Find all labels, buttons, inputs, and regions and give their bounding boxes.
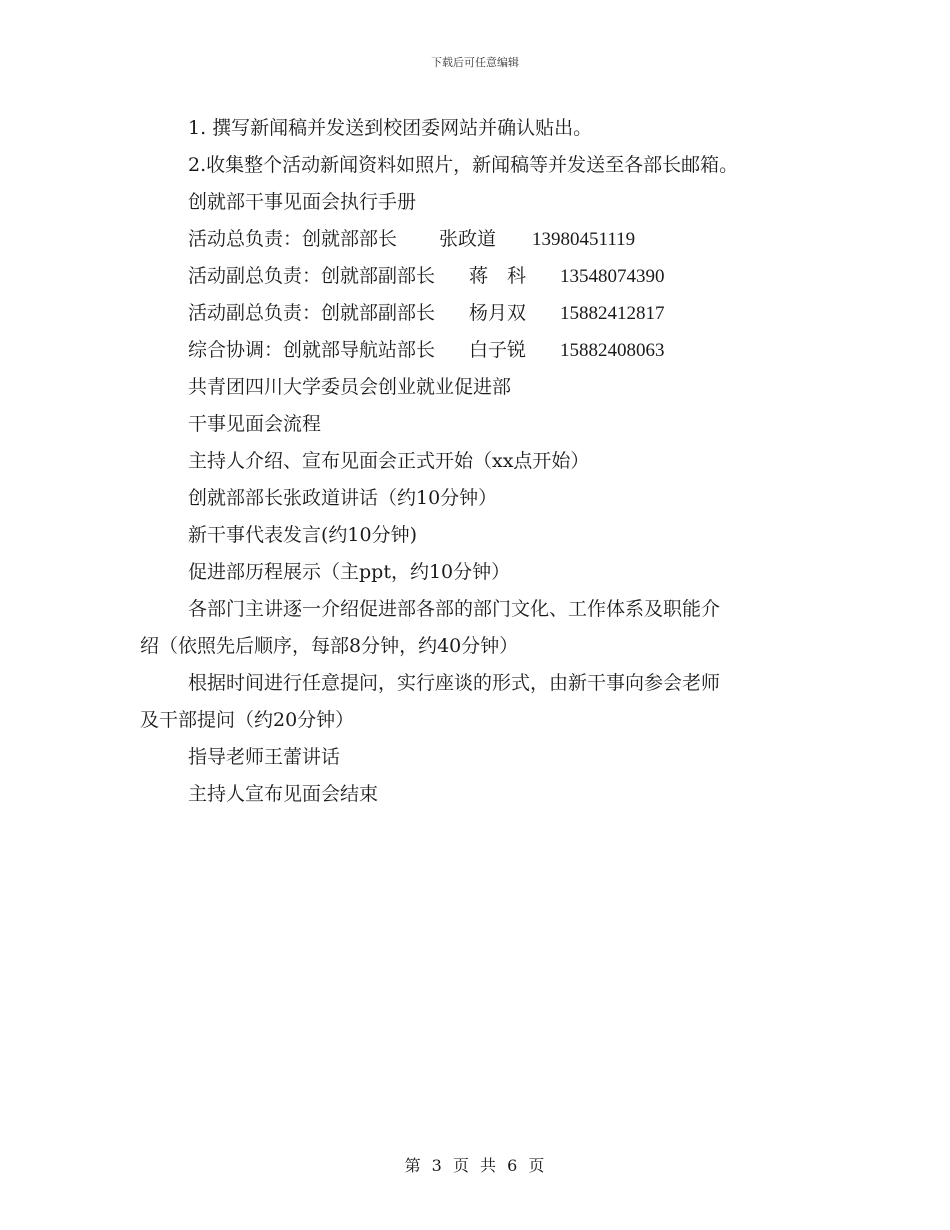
process-step-continued: 绍（依照先后顺序，每部8分钟，约40分钟） bbox=[140, 635, 519, 657]
page-number: 第 3 页 共 6 页 bbox=[404, 1156, 546, 1175]
contact-row bbox=[140, 221, 820, 258]
contact-name: 蒋 科 bbox=[469, 265, 527, 287]
contact-phone: 13548074390 bbox=[560, 266, 665, 287]
contact-phone: 15882408063 bbox=[560, 340, 665, 361]
contact-name: 白子锐 bbox=[469, 339, 527, 361]
contact-phone: 15882412817 bbox=[560, 303, 665, 324]
contact-role: 活动总负责：创就部部长 bbox=[188, 228, 398, 250]
contact-row bbox=[140, 295, 820, 332]
process-step: 主持人宣布见面会结束 bbox=[188, 783, 379, 805]
contact-row bbox=[140, 332, 820, 369]
paragraph-news-publish: 1. 撰写新闻稿并发送到校团委网站并确认贴出。 bbox=[188, 117, 593, 139]
contact-role: 活动副总负责：创就部副部长 bbox=[188, 265, 436, 287]
process-step: 指导老师王蕾讲话 bbox=[188, 746, 341, 768]
contact-role: 活动副总负责：创就部副部长 bbox=[188, 302, 436, 324]
contact-role: 综合协调：创就部导航站部长 bbox=[188, 339, 436, 361]
process-step: 创就部部长张政道讲话（约10分钟） bbox=[188, 487, 498, 509]
process-step: 新干事代表发言(约10分钟) bbox=[188, 524, 418, 546]
organization-name: 共青团四川大学委员会创业就业促进部 bbox=[188, 376, 512, 398]
page-header: 下载后可任意编辑 bbox=[431, 56, 519, 69]
contact-row bbox=[140, 258, 820, 295]
section-title-process: 干事见面会流程 bbox=[188, 413, 322, 435]
process-step: 主持人介绍、宣布见面会正式开始（xx点开始） bbox=[188, 450, 590, 472]
process-step: 促进部历程展示（主ppt，约10分钟） bbox=[188, 561, 511, 583]
process-step: 根据时间进行任意提问，实行座谈的形式，由新干事向参会老师 bbox=[188, 672, 721, 694]
paragraph-news-collect: 2.收集整个活动新闻资料如照片，新闻稿等并发送至各部长邮箱。 bbox=[188, 154, 739, 176]
contact-name: 张政道 bbox=[439, 228, 497, 250]
section-title-handbook: 创就部干事见面会执行手册 bbox=[188, 191, 417, 213]
document-body bbox=[140, 110, 820, 813]
contact-name: 杨月双 bbox=[469, 302, 527, 324]
process-step: 各部门主讲逐一介绍促进部各部的部门文化、工作体系及职能介 bbox=[188, 598, 721, 620]
contact-phone: 13980451119 bbox=[532, 229, 636, 250]
process-step-continued: 及干部提问（约20分钟） bbox=[140, 709, 355, 731]
